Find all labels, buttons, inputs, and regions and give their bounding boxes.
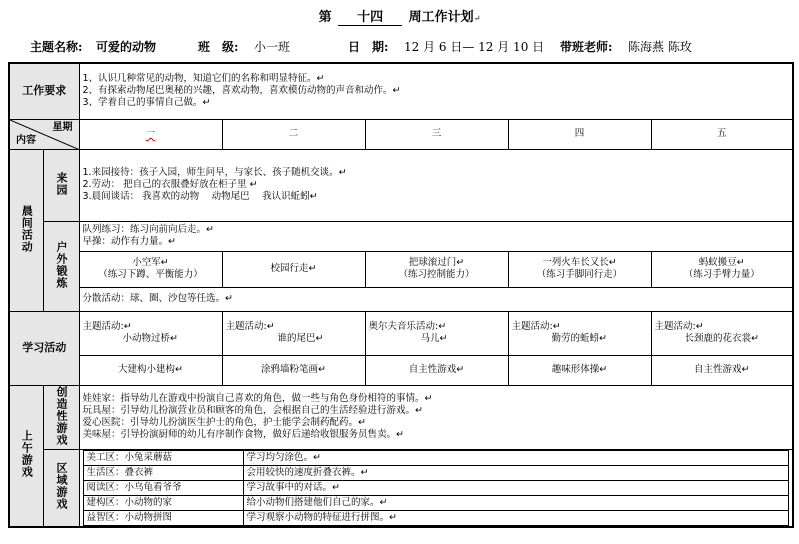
class-value: 小一班 [254, 40, 291, 54]
theme-value: 可爱的动物 [96, 40, 157, 54]
requirement-item: 1、认识几种常见的动物，知道它们的名称和明显特征。↵ [82, 73, 325, 85]
date-label: 日 期: [348, 40, 389, 54]
study-themes-row [9, 311, 793, 355]
arrival-row [9, 149, 793, 221]
creative-game-row [9, 385, 793, 449]
creative-game-line: 娃娃家：指导幼儿在游戏中扮演自己喜欢的角色，做一些与角色身份相符的事情。↵ [82, 393, 433, 404]
requirements-row [9, 63, 793, 119]
weekday-header-row [9, 119, 793, 149]
day-thursday: 四 [508, 119, 651, 149]
requirement-item: 2、有探索动物尾巴奥秘的兴趣，喜欢动物，喜欢模仿动物的声音和动作。↵ [82, 85, 401, 97]
outdoor-game: 把球滚过门↵ （练习控制能力） [365, 251, 508, 287]
area-row: 美工区：小兔采蘑菇 学习均匀涂色。↵ [83, 450, 789, 465]
paragraph-mark: ↵ [473, 14, 481, 23]
weekly-plan-table [8, 62, 794, 528]
study-label: 学习活动 [9, 311, 79, 385]
requirement-item: 3、学着自己的事情自己做。↵ [82, 97, 211, 109]
class-label: 班 级: [198, 40, 239, 54]
teacher-value: 陈海燕 陈玫 [628, 40, 692, 54]
arrival-line: 1.来园接待：孩子入园，师生问早，与家长、孩子随机交谈。↵ [82, 167, 347, 178]
day-monday: 一 [79, 119, 222, 149]
arrival-line: 2.劳动： 把自己的衣服叠好放在柜子里 ↵ [82, 179, 258, 190]
requirements-label: 工作要求 [9, 63, 79, 119]
queue-practice: 队列练习：练习向前向后走。↵ [82, 224, 214, 235]
area-game-label: 区域游戏 [43, 449, 79, 527]
outdoor-game: 蚂蚁搬豆↵ （练习手臂力量） [651, 251, 793, 287]
arrival-line: 3.晨间谈话： 我喜欢的动物 动物尾巴 我认识蚯蚓↵ [82, 191, 318, 202]
arrival-content [79, 149, 793, 221]
outdoor-game: 校园行走↵ [222, 251, 365, 287]
day-friday: 五 [651, 119, 793, 149]
games-label: 上午游戏 [9, 385, 43, 527]
plan-info-row [30, 38, 790, 56]
creative-game-line: 爱心医院：引导幼儿扮演医生护士的角色，护士能学会制药配药。↵ [82, 417, 366, 428]
creative-game-label: 创造性游戏 [43, 385, 79, 449]
day-tuesday: 二 [222, 119, 365, 149]
day-wednesday: 三 [365, 119, 508, 149]
area-row: 阅读区：小乌龟看爷爷 学习故事中的对话。↵ [83, 480, 789, 495]
outdoor-intro [79, 221, 793, 251]
study-activity: 自主性游戏↵ [365, 355, 508, 385]
title-suffix: 周工作计划 [408, 10, 474, 25]
outdoor-games-row [9, 251, 793, 287]
study-activity: 大建构小建构↵ [79, 355, 222, 385]
area-game-content [79, 449, 793, 527]
teacher-label: 带班老师: [560, 40, 613, 54]
area-game-row [9, 449, 793, 527]
page-title [0, 6, 799, 26]
diagonal-header-cell [9, 119, 79, 149]
date-value: 12 月 6 日— 12 月 10 日 [404, 40, 545, 54]
area-row: 建构区：小动物的家 给小动物们搭建他们自己的家。↵ [83, 495, 789, 510]
requirements-content [79, 63, 793, 119]
outdoor-game: 一列火车长又长↵ （练习手脚同行走） [508, 251, 651, 287]
creative-game-line: 美味屋：引导扮演厨师的幼儿有序制作食物，做好后递给收银服务员售卖。↵ [82, 429, 404, 440]
study-second-row [9, 355, 793, 385]
creative-game-line: 玩具屋：引导幼儿扮演营业员和顾客的角色，会根据自己的生活经验进行游戏。↵ [82, 405, 423, 416]
outdoor-scattered-row [9, 287, 793, 311]
study-theme: 主题活动:↵ 谁的尾巴↵ [222, 311, 365, 355]
week-number: 十四 [338, 11, 402, 26]
study-activity: 自主性游戏↵ [651, 355, 793, 385]
area-row: 生活区：叠衣裤 会用较快的速度折叠衣裤。↵ [83, 465, 789, 480]
title-prefix: 第 [318, 10, 332, 25]
outdoor-game: 小空军↵ （练习下蹲、平衡能力） [79, 251, 222, 287]
area-row: 益智区：小动物拼图 学习观察小动物的特征进行拼图。↵ [83, 510, 789, 525]
study-theme: 主题活动:↵ 长颈鹿的花衣裳↵ [651, 311, 793, 355]
study-theme: 主题活动:↵ 勤劳的蚯蚓↵ [508, 311, 651, 355]
morning-label: 晨间活动 [9, 149, 43, 311]
diag-bottom-label: 内容 [16, 134, 36, 146]
outdoor-queue-row [9, 221, 793, 251]
morning-exercise: 早操：动作有力量。↵ [82, 236, 176, 247]
outdoor-label: 户外锻炼 [43, 221, 79, 311]
study-activity: 趣味形体操↵ [508, 355, 651, 385]
study-theme: 主题活动:↵ 小动物过桥↵ [79, 311, 222, 355]
theme-label: 主题名称: [30, 40, 83, 54]
study-theme: 奥尔夫音乐活动:↵ 马儿↵ [365, 311, 508, 355]
diag-top-label: 星期 [52, 121, 73, 133]
creative-game-content [79, 385, 793, 449]
scattered-activity: 分散活动：球、圈、沙包等任选。↵ [79, 287, 793, 311]
arrival-label: 来园 [43, 149, 79, 221]
area-game-list [83, 450, 790, 526]
study-activity: 涂鸦墙粉笔画↵ [222, 355, 365, 385]
